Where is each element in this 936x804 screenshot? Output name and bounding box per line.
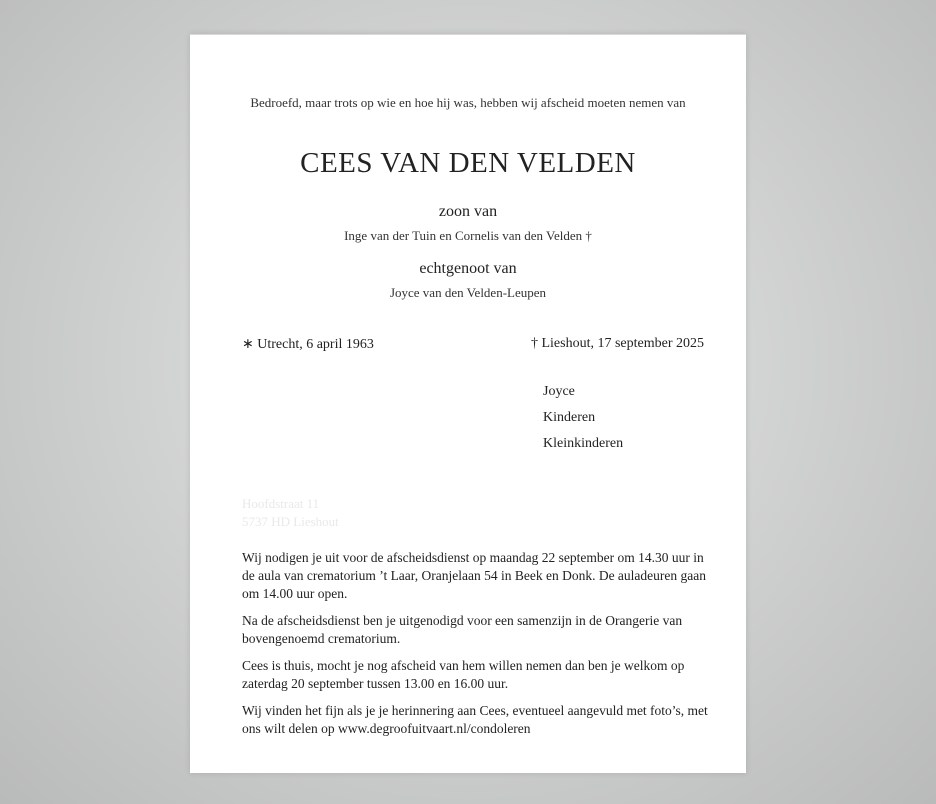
birth-date: ∗ Utrecht, 6 april 1963 [242,337,374,352]
service-details [242,549,712,747]
family-member: Joyce [543,384,575,399]
spouse-label: echtgenoot van [419,260,517,277]
address-line: 5737 HD Lieshout [242,514,339,529]
address-line: Hoofdstraat 11 [242,496,320,511]
spouse-name: Joyce van den Velden-Leupen [389,285,547,300]
paragraph-condolences: Wij vinden het fijn als je je herinnering aan Cees, eventueel aangevuld met foto’s, met ons wilt delen op www.degroofuitvaart.nl/condoleren [242,703,708,736]
parents-names: Inge van der Tuin en Cornelis van den Velden † [344,228,592,243]
deceased-name: CEES VAN DEN VELDEN [300,147,636,179]
death-date: † Lieshout, 17 september 2025 [530,336,704,351]
intro-text: Bedroefd, maar trots op wie en hoe hij was, hebben wij afscheid moeten nemen van [250,95,686,110]
son-label: zoon van [438,203,498,220]
family-list [543,384,623,462]
correspondence-address [242,495,339,531]
paragraph-visit: Cees is thuis, mocht je nog afscheid van hem willen nemen dan ben je welkom op zaterdag 20 september tussen 13.00 en 16.00 uur. [242,658,685,691]
death-notice-card [190,34,746,773]
paragraph-gathering: Na de afscheidsdienst ben je uitgenodigd voor een samenzijn in de Orangerie van bovengenoemd crematorium. [242,613,683,646]
paragraph-service: Wij nodigen je uit voor de afscheidsdienst op maandag 22 september om 14.30 uur in de aula van crematorium ’t Laar, Oranjelaan 54 in Beek en Donk. De auladeuren gaan om 14.00 uur open. [242,550,707,601]
family-member: Kinderen [543,410,596,425]
family-member: Kleinkinderen [543,436,624,451]
